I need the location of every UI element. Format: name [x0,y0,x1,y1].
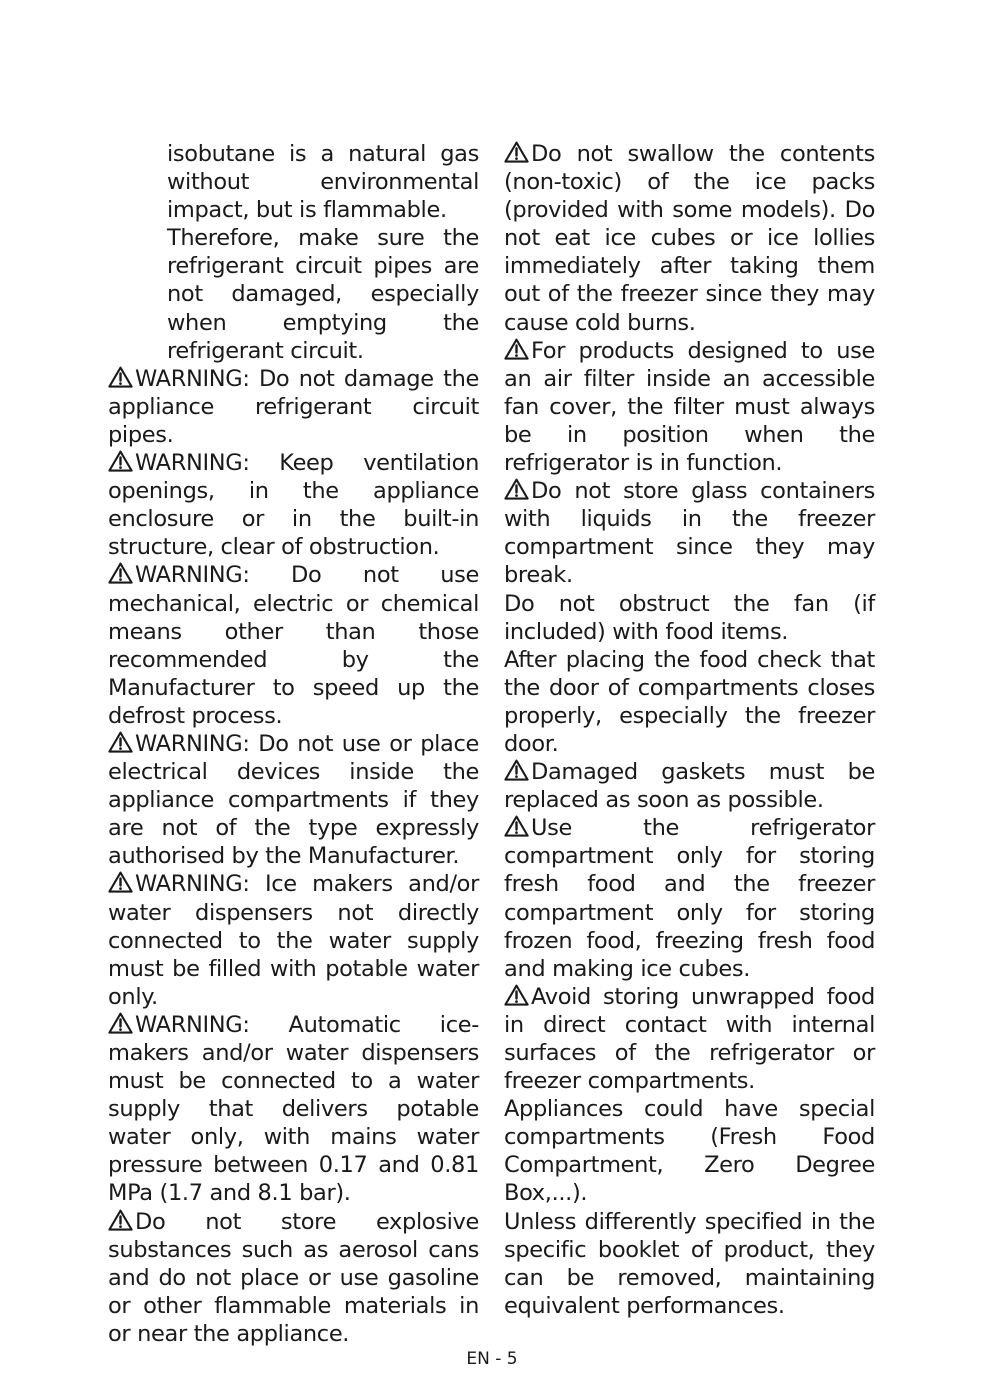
warning-paragraph [108,870,479,1010]
warning-triangle-icon [504,984,529,1006]
warning-triangle-icon [504,338,529,360]
paragraph-text: Unless differently specified in the specific booklet of product, they can be removed, maintaining equivalent performances. [504,1208,875,1319]
paragraph-text: Do not obstruct the fan (if included) with food items. [504,590,875,645]
paragraph-text: Do not store glass containers with liquids in the freezer compartment since they may break. [504,478,875,589]
warning-paragraph [504,983,875,1095]
warning-triangle-icon [108,450,133,472]
warning-triangle-icon [504,759,529,781]
warning-triangle-icon [108,731,133,753]
paragraph-text: WARNING: Do not use mechanical, electric or chemical means other than those recommended by the Manufacturer to speed up the defrost process. [108,562,479,729]
warning-paragraph [504,140,875,337]
warning-paragraph [504,814,875,983]
paragraph [504,1095,875,1207]
warning-paragraph [108,449,479,561]
page-number: EN - 5 [466,1349,518,1369]
paragraph-text: Do not store explosive substances such as aerosol cans and do not place or use gasoline or other flammable materials in or near the appliance. [108,1208,479,1347]
paragraph-text: Do not swallow the contents (non-toxic) of the ice packs (provided with some models). Do not eat ice cubes or ice lollies immediately after taking them out of the freezer since they may cause cold burns. [504,141,875,336]
paragraph-text: Use the refrigerator compartment only for storing fresh food and the freezer compartment only for storing frozen food, freezing fresh food and making ice cubes. [504,815,875,982]
paragraph-text: Therefore, make sure the refrigerant circuit pipes are not damaged, especially when emptying the refrigerant circuit. [167,225,479,364]
warning-triangle-icon [108,871,133,893]
paragraph [167,224,479,364]
warning-triangle-icon [108,562,133,584]
warning-triangle-icon [504,478,529,500]
paragraph-text: For products designed to use an air filter inside an accessible fan cover, the filter must always be in position when the refrigerator is in function. [504,337,875,477]
paragraph-text: Damaged gaskets must be replaced as soon as possible. [504,759,875,814]
warning-triangle-icon [504,141,529,163]
warning-paragraph [108,730,479,870]
paragraph-text: WARNING: Automatic ice-makers and/or water dispensers must be connected to a water supply that delivers potable water only, with mains water pressure between 0.17 and 0.81 MPa (1.7 and 8.1 bar). [108,1011,479,1207]
paragraph-text: WARNING: Do not use or place electrical devices inside the appliance compartments if they are not of the type expressly authorised by the Manufacturer. [108,730,479,870]
paragraph-text: Avoid storing unwrapped food in direct contact with internal surfaces of the refrigerator or freezer compartments. [504,983,875,1095]
paragraph [167,140,479,224]
warning-paragraph [108,1011,479,1208]
warning-triangle-icon [504,815,529,837]
warning-paragraph [504,477,875,589]
paragraph [504,1208,875,1320]
paragraph-text: WARNING: Keep ventilation openings, in the appliance enclosure or in the built-in structure, clear of obstruction. [108,450,479,561]
paragraph-text: After placing the food check that the door of compartments closes properly, especially the freezer door. [504,646,875,757]
paragraph-text: isobutane is a natural gas without environmental impact, but is flammable. [167,141,479,224]
paragraph-text: WARNING: Ice makers and/or water dispensers not directly connected to the water supply must be filled with potable water only. [108,871,479,1010]
right-column [504,140,875,1320]
warning-triangle-icon [108,366,133,388]
warning-paragraph [504,758,875,814]
warning-paragraph [504,337,875,477]
paragraph-text: WARNING: Do not damage the appliance refrigerant circuit pipes. [108,365,479,448]
warning-triangle-icon [108,1012,133,1034]
paragraph-text: Appliances could have special compartments (Fresh Food Compartment, Zero Degree Box,...). [504,1096,875,1207]
warning-triangle-icon [108,1209,133,1231]
paragraph [504,590,875,646]
warning-paragraph [108,365,479,449]
warning-paragraph [108,561,479,730]
paragraph [504,646,875,758]
warning-paragraph [108,1208,479,1348]
left-column [108,140,479,1348]
